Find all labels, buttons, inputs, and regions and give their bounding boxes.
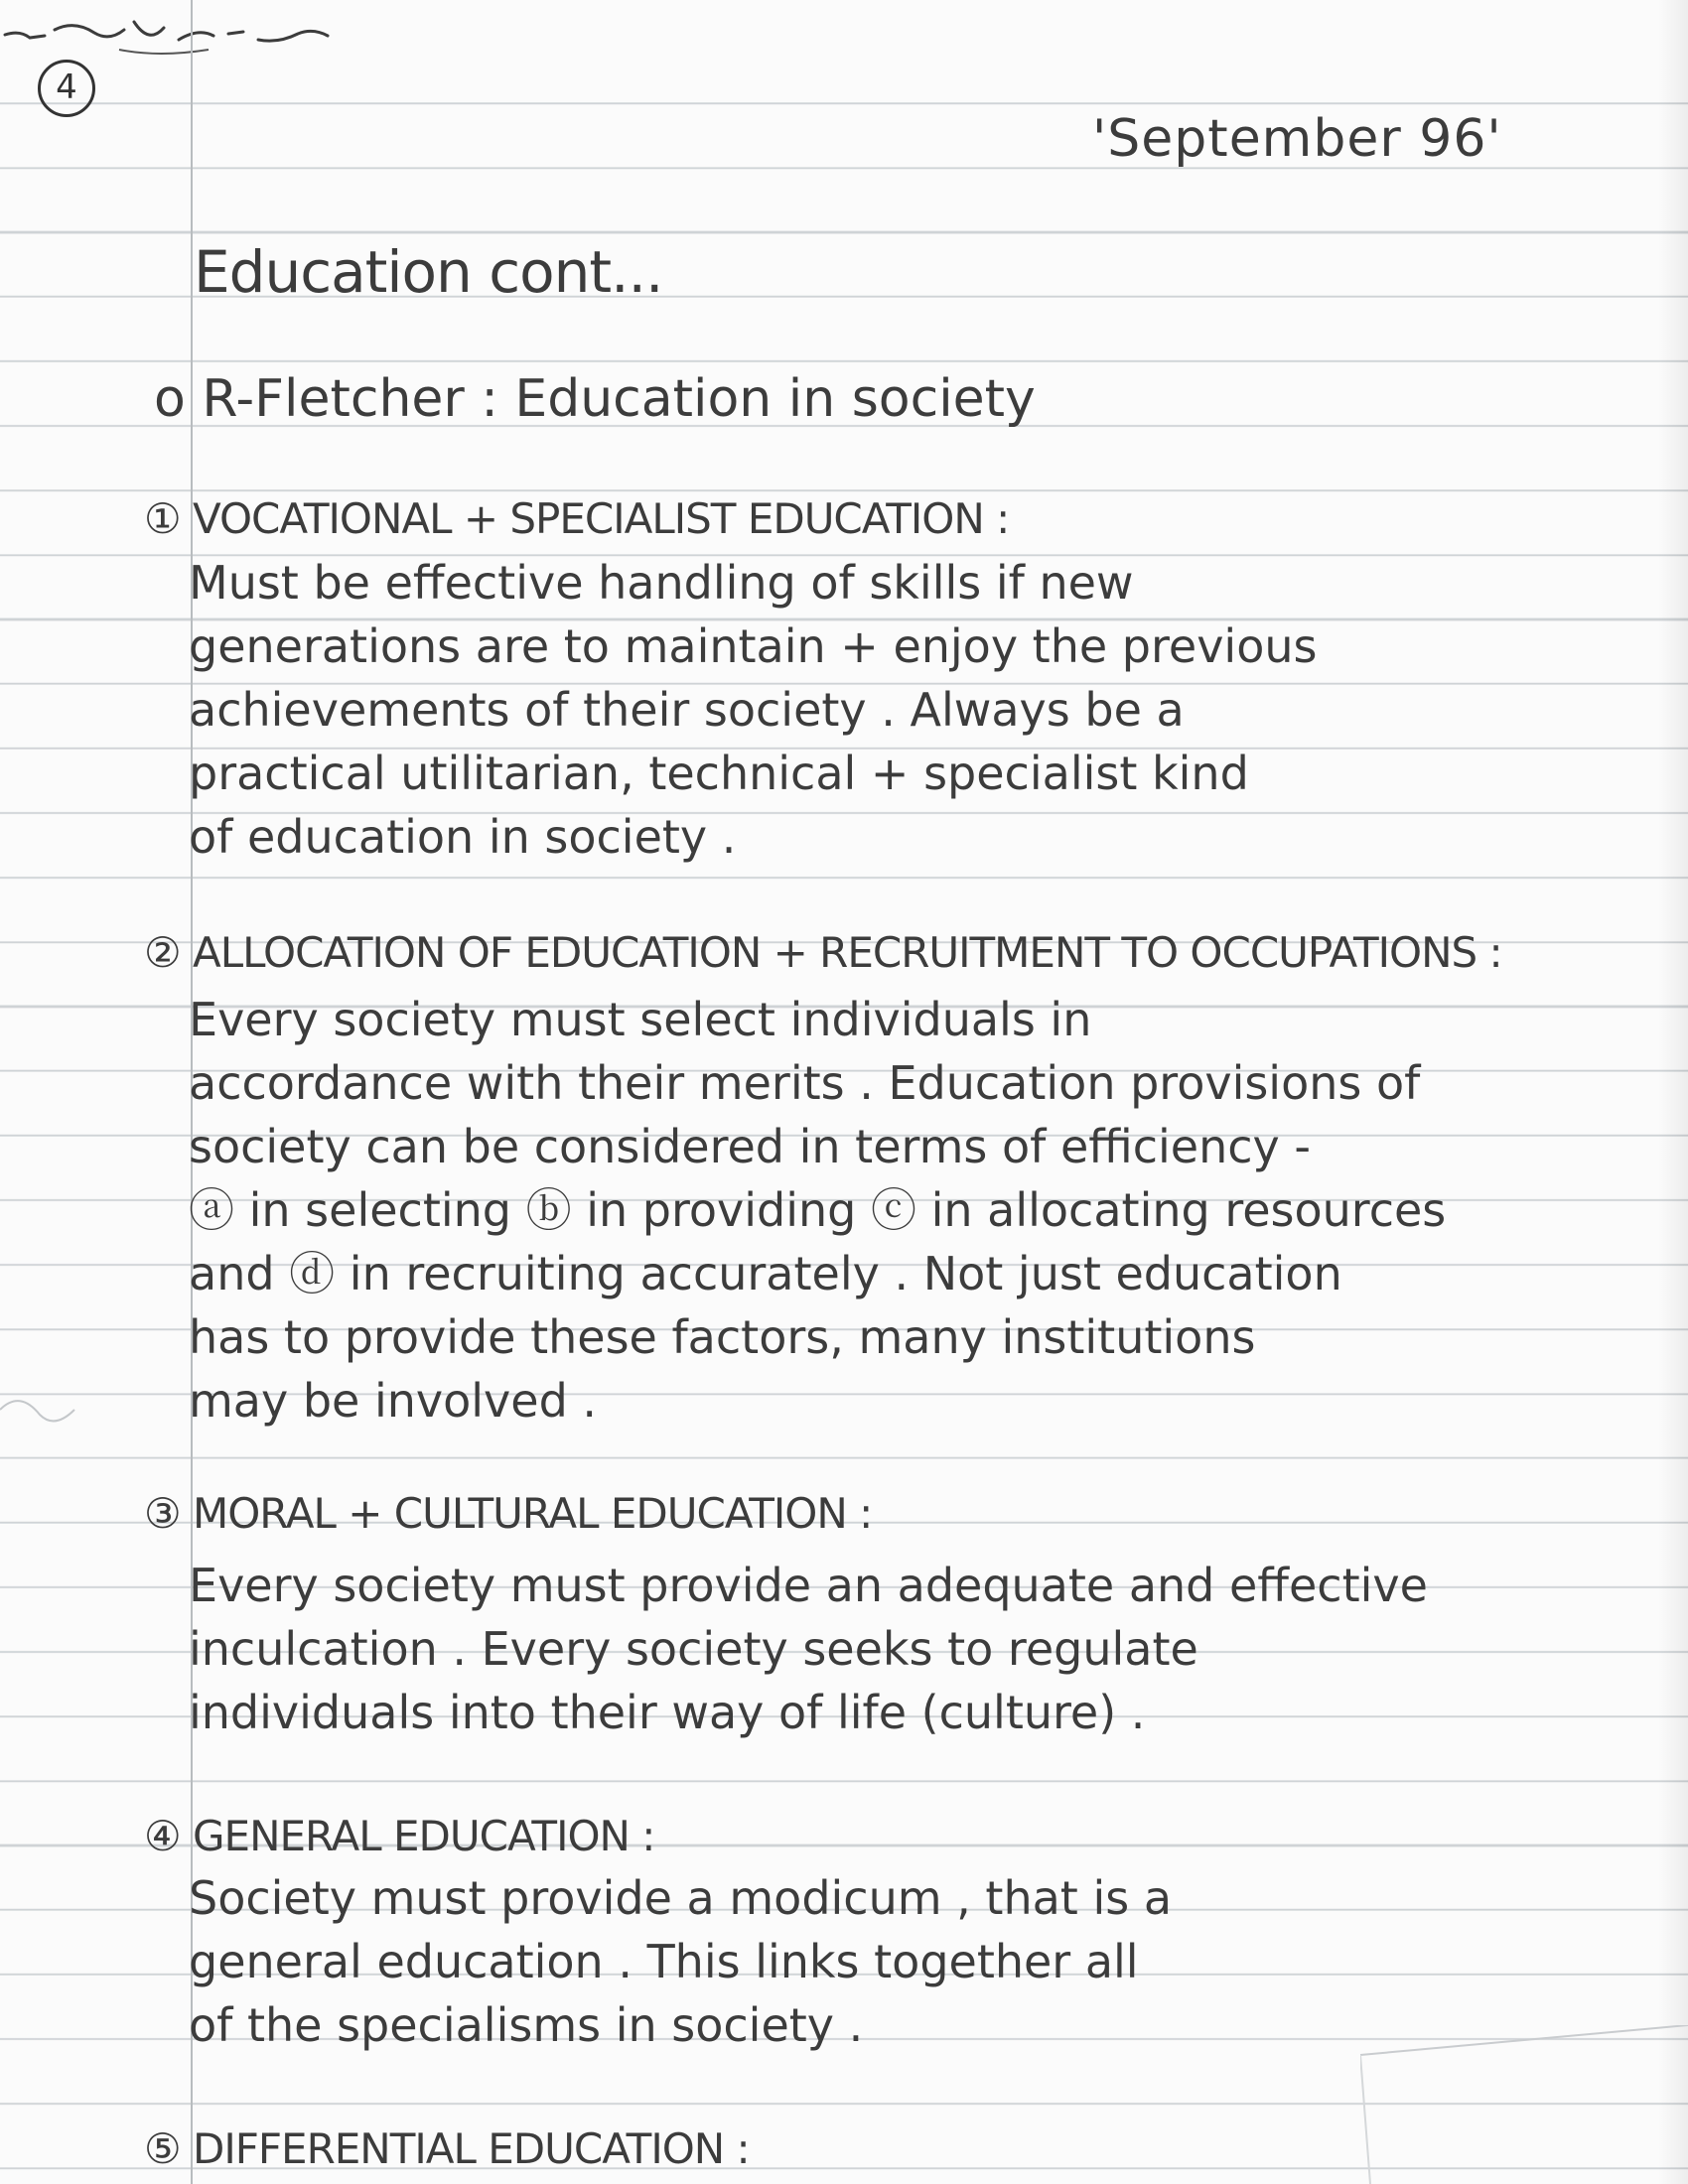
body-line: may be involved . — [189, 1374, 598, 1428]
section-body-allocation — [189, 988, 1599, 1433]
body-line: ⓐ in selecting ⓑ in providing ⓒ in allocating resources — [189, 1183, 1447, 1237]
body-line: accordance with their merits . Education provisions of — [189, 1056, 1421, 1110]
body-line: individuals into their way of life (culture) . — [189, 1686, 1146, 1739]
body-line: of education in society . — [189, 810, 737, 864]
body-line: Must be effective handling of skills if new — [189, 556, 1134, 610]
body-line: general education . This links together all — [189, 1935, 1139, 1988]
section-heading-allocation: ② ALLOCATION OF EDUCATION + RECRUITMENT TO OCCUPATIONS : — [144, 928, 1502, 977]
body-line: Society must provide a modicum , that is a — [189, 1871, 1173, 1925]
body-line: society can be considered in terms of efficiency - — [189, 1120, 1311, 1173]
section-heading-moral-cultural: ③ MORAL + CULTURAL EDUCATION : — [144, 1489, 873, 1538]
body-line: of the specialisms in society . — [189, 1998, 864, 2052]
redacted-name-scribble — [0, 0, 338, 60]
body-line: and ⓓ in recruiting accurately . Not just education — [189, 1247, 1342, 1300]
body-line: practical utilitarian, technical + specialist kind — [189, 747, 1249, 800]
reference-subtitle: o R-Fletcher : Education in society — [154, 369, 1036, 429]
body-line: has to provide these factors, many institutions — [189, 1310, 1256, 1364]
section-heading-general: ④ GENERAL EDUCATION : — [144, 1812, 655, 1860]
body-line: Every society must provide an adequate and effective — [189, 1559, 1428, 1612]
scan-edge-shadow — [1658, 0, 1688, 2184]
body-line: Every society must select individuals in — [189, 993, 1092, 1046]
body-line: achievements of their society . Always be a — [189, 683, 1185, 737]
section-heading-vocational: ① VOCATIONAL + SPECIALIST EDUCATION : — [144, 494, 1010, 543]
paper-edge-mark — [0, 1370, 79, 1449]
page-title: Education cont... — [194, 238, 663, 306]
section-body-vocational — [189, 551, 1599, 869]
date-label: 'September 96' — [1092, 109, 1502, 169]
body-line: inculcation . Every society seeks to regulate — [189, 1622, 1198, 1676]
section-heading-differential: ⑤ DIFFERENTIAL EDUCATION : — [144, 2124, 750, 2173]
page-number: 4 — [38, 60, 95, 117]
body-line: generations are to maintain + enjoy the previous — [189, 619, 1318, 673]
page-corner-fold — [1360, 2025, 1688, 2184]
section-body-moral-cultural — [189, 1554, 1599, 1744]
